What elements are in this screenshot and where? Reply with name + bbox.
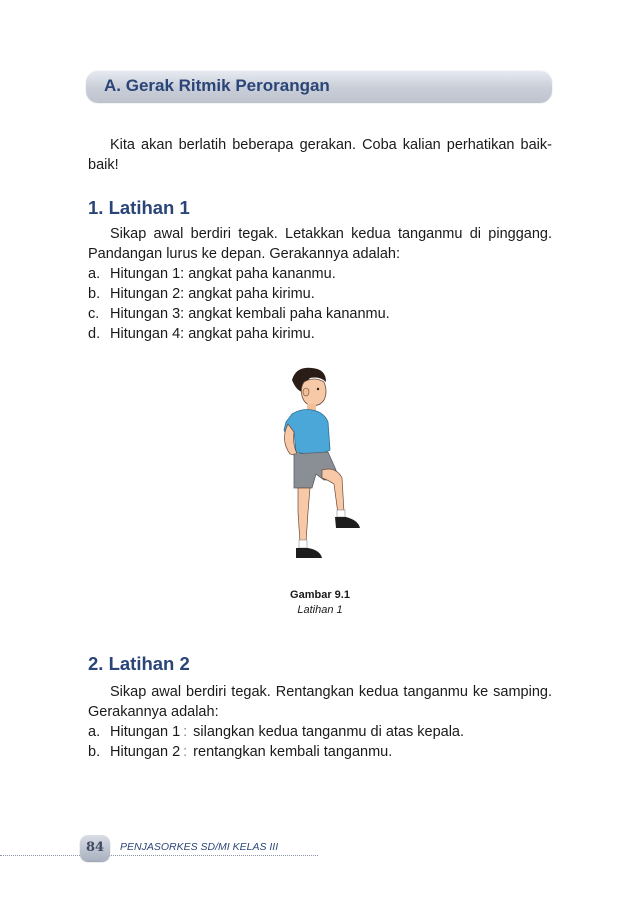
list-item [88,324,390,344]
list-item-label: Hitungan 1 [110,724,181,740]
list-marker: b. [88,744,101,760]
list-item-text: Hitungan 3: angkat kembali paha kananmu. [110,306,390,322]
page-number: 84 [85,840,105,855]
latihan-1-text: Sikap awal berdiri tegak. Letakkan kedua tanganmu di pinggang. Pandangan lurus ke depan. Gerakannya adalah: [88,226,552,262]
list-item [88,284,390,304]
list-marker: c. [88,306,100,322]
list-item [88,264,390,284]
list-marker: a. [88,724,101,740]
figure-caption-subtitle: Latihan 1 [297,604,343,616]
latihan-1-heading: 1. Latihan 1 [88,197,190,218]
latihan-2-text: Sikap awal berdiri tegak. Rentangkan kedua tanganmu ke samping. Gerakannya adalah: [88,684,552,720]
list-item-text: silangkan kedua tanganmu di atas kepala. [193,724,465,740]
list-marker: d. [88,326,101,342]
boy-knee-raise-illustration [262,362,378,572]
intro-text: Kita akan berlatih beberapa gerakan. Coba kalian perhatikan baik-baik! [88,137,552,173]
list-item [88,722,464,742]
list-item [88,304,390,324]
list-item-text: Hitungan 1: angkat paha kananmu. [110,266,336,282]
footer-dotted-line [0,855,318,856]
footer-book-title: PENJASORKES SD/MI KELAS III [120,841,279,853]
latihan-1-steps [88,264,390,344]
list-marker: a. [88,266,101,282]
list-item-text: rentangkan kembali tanganmu. [193,744,393,760]
latihan-2-heading: 2. Latihan 2 [88,653,190,674]
list-item-label: Hitungan 2 [110,744,181,760]
list-item [88,742,464,762]
list-item-colon: : [183,744,188,760]
intro-paragraph [88,135,552,175]
list-item-colon: : [183,724,188,740]
latihan-2-paragraph [88,682,552,722]
list-item-text: Hitungan 2: angkat paha kirimu. [110,286,315,302]
figure-caption-title: Gambar 9.1 [290,589,350,601]
latihan-1-paragraph [88,224,552,264]
list-item-text: Hitungan 4: angkat paha kirimu. [110,326,315,342]
list-marker: b. [88,286,101,302]
latihan-2-steps [88,722,464,762]
section-title: A. Gerak Ritmik Perorangan [104,76,330,95]
